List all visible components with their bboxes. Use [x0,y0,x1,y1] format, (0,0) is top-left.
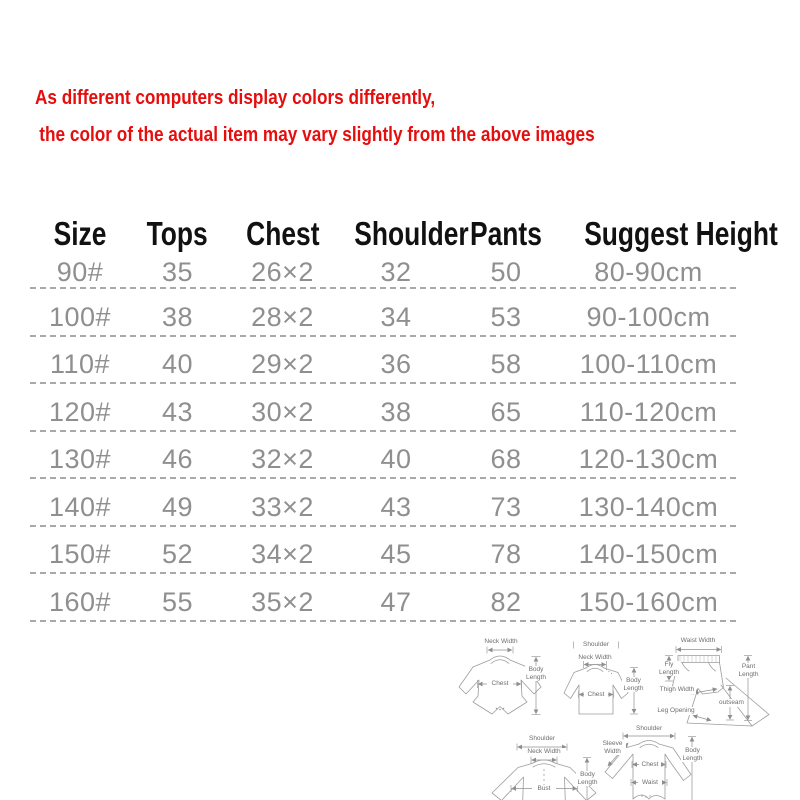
cell-chest: 34×2 [251,539,314,570]
dress-shoulder-label: Shoulder [521,735,563,743]
cell-size: 160# [48,586,112,617]
cell-pants: 50 [490,256,522,287]
cell-tops: 49 [161,491,194,522]
cell-shoulder: 36 [380,349,412,380]
pants-waist-width-label: Waist Width [670,637,726,645]
cell-height: 150-160cm [578,586,719,617]
cell-pants: 82 [490,586,522,617]
cell-shoulder: 47 [380,586,412,617]
cell-size: 100# [48,301,112,332]
cell-tops: 40 [161,349,194,380]
table-row [30,574,737,622]
cell-pants: 68 [490,444,522,475]
cell-pants: 73 [490,491,522,522]
cell-chest: 28×2 [251,301,314,332]
pants-outseam-label: outseam [719,699,744,706]
cell-shoulder: 34 [380,301,412,332]
cell-tops: 55 [161,586,194,617]
header-chest-label: Chest [245,215,320,252]
tshirt-chest-label: Chest [584,691,608,699]
table-row [30,384,737,432]
cell-tops: 46 [161,444,194,475]
romper-sleeve-width-label: Sleeve Width [599,740,626,755]
pants-fly-length-label: Fly Length [657,661,681,676]
cell-size: 150# [48,539,112,570]
disclaimer-line-1: As different computers display colors differently, [35,87,436,109]
cell-tops: 52 [161,539,194,570]
cell-pants: 78 [490,539,522,570]
cell-size: 90# [56,256,104,287]
pants-leg-opening-label: Leg Opening [657,707,695,714]
dress-measure-diagram [488,732,604,800]
cell-tops: 43 [161,396,194,427]
cell-chest: 35×2 [251,586,314,617]
romper-waist-label: Waist [638,779,662,787]
cell-shoulder: 45 [380,539,412,570]
cell-shoulder: 43 [380,491,412,522]
table-row [30,432,737,480]
cell-height: 130-140cm [578,491,719,522]
cell-pants: 53 [490,301,522,332]
romper-chest-label: Chest [639,761,661,769]
cell-chest: 26×2 [251,256,314,287]
size-chart-header-row [30,213,778,255]
pants-thigh-width-label: Thigh Width [659,686,695,693]
dress-body-length-label: Body Length [577,771,598,786]
cell-chest: 33×2 [251,491,314,522]
size-chart-table [30,213,778,622]
header-suggest-height [560,215,778,253]
cell-shoulder: 38 [380,396,412,427]
cell-height: 140-150cm [578,539,719,570]
cell-chest: 32×2 [251,444,314,475]
header-tops-label: Tops [146,215,209,252]
cell-tops: 38 [161,301,194,332]
cell-height: 100-110cm [579,349,718,380]
cell-height: 90-100cm [586,301,711,332]
cell-size: 130# [48,444,112,475]
header-tops [130,215,225,253]
pants-pant-length-label: Pant Length [738,663,759,678]
cell-chest: 29×2 [251,349,314,380]
dress-bust-label: Bust [532,785,556,793]
cell-size: 110# [49,349,111,380]
header-shoulder-label: Shoulder [354,215,469,252]
cell-height: 80-90cm [594,256,703,287]
dress-neck-width-label: Neck Width [523,748,565,756]
cell-height: 110-120cm [579,396,718,427]
table-row [30,337,737,385]
cell-pants: 65 [490,396,522,427]
disclaimer-line-2: the color of the actual item may vary slightly from the above images [39,124,595,146]
cell-tops: 35 [161,256,194,287]
header-suggest-height-label: Suggest Height [584,215,778,252]
cell-size: 140# [48,491,112,522]
table-row [30,527,737,575]
bodysuit-chest-label: Chest [487,680,513,688]
romper-measure-diagram [597,717,708,800]
tshirt-shoulder-label: Shoulder [574,641,618,649]
bodysuit-measure-diagram [452,637,552,723]
cell-shoulder: 32 [380,256,412,287]
header-size [30,215,130,253]
cell-pants: 58 [490,349,522,380]
table-row [30,289,737,337]
romper-shoulder-label: Shoulder [628,725,670,733]
bodysuit-body-length-label: Body Length [526,666,546,681]
color-disclaimer [35,80,595,154]
tshirt-body-length-label: Body Length [623,677,644,692]
table-row [30,255,737,289]
romper-body-length-label: Body Length [682,747,703,762]
header-chest [225,215,340,253]
header-shoulder [340,215,469,253]
tshirt-measure-diagram [562,637,648,723]
header-size-label: Size [53,215,107,252]
cell-height: 120-130cm [578,444,719,475]
header-pants-label: Pants [470,215,542,252]
bodysuit-neck-width-label: Neck Width [473,638,529,646]
tshirt-neck-width-label: Neck Width [575,654,615,662]
cell-size: 120# [48,396,112,427]
cell-chest: 30×2 [251,396,314,427]
table-row [30,479,737,527]
cell-shoulder: 40 [380,444,412,475]
